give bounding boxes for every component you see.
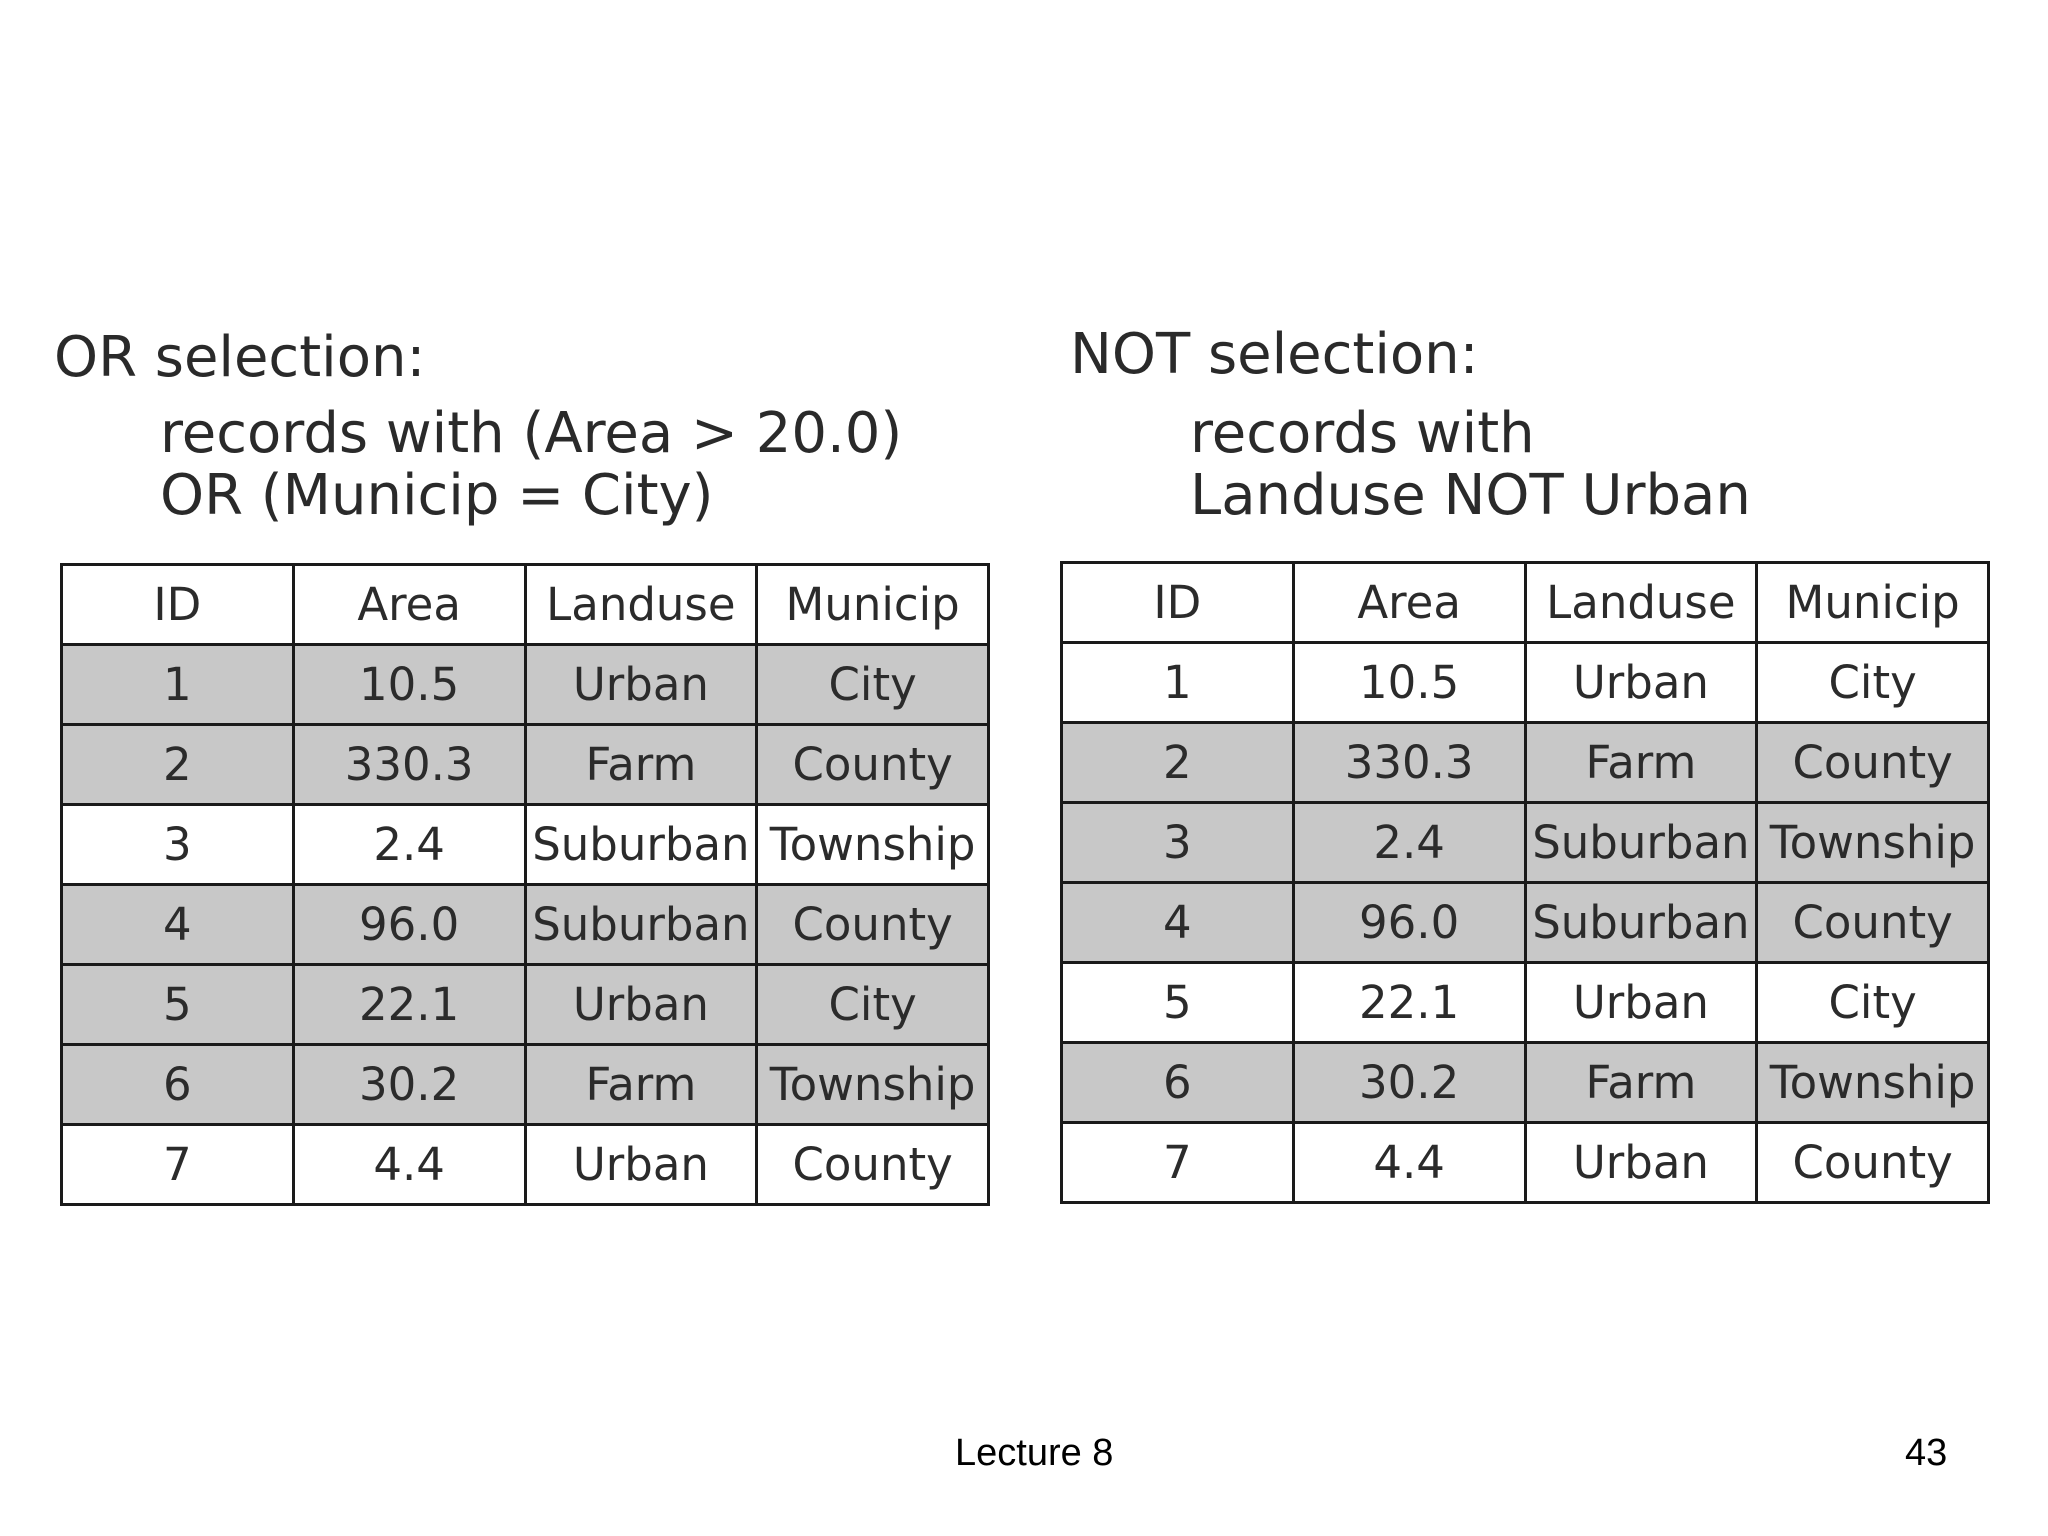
table-cell-municip: County xyxy=(757,1125,989,1205)
table-cell-id: 3 xyxy=(62,805,294,885)
column-header-landuse: Landuse xyxy=(525,565,757,645)
table-cell-area: 2.4 xyxy=(293,805,525,885)
table-cell-id: 2 xyxy=(1062,723,1294,803)
table-cell-municip: County xyxy=(757,725,989,805)
table-cell-municip: Township xyxy=(757,805,989,885)
table-cell-municip: City xyxy=(757,965,989,1045)
table-cell-municip: Township xyxy=(1757,803,1989,883)
table-cell-landuse: Urban xyxy=(1525,643,1757,723)
table-row-selected xyxy=(62,885,989,965)
table-cell-landuse: Farm xyxy=(1525,1043,1757,1123)
table-cell-landuse: Urban xyxy=(525,965,757,1045)
or-selection-description xyxy=(160,403,902,527)
not-selection-table xyxy=(1060,561,1990,1204)
table-cell-id: 1 xyxy=(1062,643,1294,723)
column-header-area: Area xyxy=(1293,563,1525,643)
table-cell-area: 22.1 xyxy=(293,965,525,1045)
table-row xyxy=(62,805,989,885)
or-selection-heading: OR selection: xyxy=(54,325,426,390)
table-cell-area: 330.3 xyxy=(1293,723,1525,803)
table-row-selected xyxy=(62,1045,989,1125)
table-cell-id: 7 xyxy=(1062,1123,1294,1203)
table-cell-id: 6 xyxy=(1062,1043,1294,1123)
table-row xyxy=(1062,963,1989,1043)
table-cell-area: 2.4 xyxy=(1293,803,1525,883)
column-header-id: ID xyxy=(62,565,294,645)
table-cell-area: 10.5 xyxy=(293,645,525,725)
table-cell-landuse: Urban xyxy=(525,1125,757,1205)
table-cell-municip: Township xyxy=(1757,1043,1989,1123)
table-row-selected xyxy=(62,645,989,725)
table-cell-area: 96.0 xyxy=(1293,883,1525,963)
table-cell-landuse: Urban xyxy=(525,645,757,725)
column-header-municip: Municip xyxy=(1757,563,1989,643)
table-cell-area: 330.3 xyxy=(293,725,525,805)
table-cell-area: 96.0 xyxy=(293,885,525,965)
table-row-selected xyxy=(62,725,989,805)
slide-page-number: 43 xyxy=(1905,1432,1948,1474)
table-cell-landuse: Suburban xyxy=(1525,883,1757,963)
table-row xyxy=(62,1125,989,1205)
table-row-selected xyxy=(1062,883,1989,963)
table-cell-landuse: Farm xyxy=(525,725,757,805)
table-cell-municip: County xyxy=(757,885,989,965)
table-cell-landuse: Farm xyxy=(1525,723,1757,803)
table-row-selected xyxy=(62,965,989,1045)
table-cell-area: 30.2 xyxy=(293,1045,525,1125)
table-header-row xyxy=(62,565,989,645)
table-cell-landuse: Urban xyxy=(1525,1123,1757,1203)
table-cell-id: 4 xyxy=(1062,883,1294,963)
table-cell-landuse: Suburban xyxy=(525,805,757,885)
not-selection-desc-line2: Landuse NOT Urban xyxy=(1190,463,1751,528)
slide-footer-title: Lecture 8 xyxy=(955,1432,1114,1474)
table-header-row xyxy=(1062,563,1989,643)
or-selection-desc-line1: records with (Area > 20.0) xyxy=(160,401,903,466)
table-cell-area: 10.5 xyxy=(1293,643,1525,723)
table-cell-landuse: Urban xyxy=(1525,963,1757,1043)
table-cell-area: 4.4 xyxy=(293,1125,525,1205)
table-row-selected xyxy=(1062,723,1989,803)
table-cell-municip: City xyxy=(1757,963,1989,1043)
or-selection-table xyxy=(60,563,990,1206)
table-cell-area: 4.4 xyxy=(1293,1123,1525,1203)
table-cell-municip: County xyxy=(1757,723,1989,803)
column-header-landuse: Landuse xyxy=(1525,563,1757,643)
table-cell-id: 2 xyxy=(62,725,294,805)
table-cell-landuse: Suburban xyxy=(1525,803,1757,883)
table-cell-id: 3 xyxy=(1062,803,1294,883)
table-cell-id: 5 xyxy=(62,965,294,1045)
table-cell-area: 22.1 xyxy=(1293,963,1525,1043)
table-row xyxy=(1062,1123,1989,1203)
table-cell-id: 1 xyxy=(62,645,294,725)
table-cell-municip: City xyxy=(757,645,989,725)
table-cell-id: 5 xyxy=(1062,963,1294,1043)
table-cell-municip: City xyxy=(1757,643,1989,723)
table-cell-id: 7 xyxy=(62,1125,294,1205)
table-row xyxy=(1062,643,1989,723)
table-row-selected xyxy=(1062,803,1989,883)
not-selection-heading: NOT selection: xyxy=(1070,322,1479,387)
not-selection-desc-line1: records with xyxy=(1190,401,1535,466)
table-cell-area: 30.2 xyxy=(1293,1043,1525,1123)
column-header-municip: Municip xyxy=(757,565,989,645)
table-cell-landuse: Farm xyxy=(525,1045,757,1125)
table-cell-municip: Township xyxy=(757,1045,989,1125)
table-cell-landuse: Suburban xyxy=(525,885,757,965)
or-selection-desc-line2: OR (Municip = City) xyxy=(160,463,714,528)
not-selection-description xyxy=(1190,403,1751,527)
column-header-area: Area xyxy=(293,565,525,645)
table-cell-municip: County xyxy=(1757,1123,1989,1203)
table-cell-id: 6 xyxy=(62,1045,294,1125)
column-header-id: ID xyxy=(1062,563,1294,643)
table-cell-municip: County xyxy=(1757,883,1989,963)
table-row-selected xyxy=(1062,1043,1989,1123)
table-cell-id: 4 xyxy=(62,885,294,965)
